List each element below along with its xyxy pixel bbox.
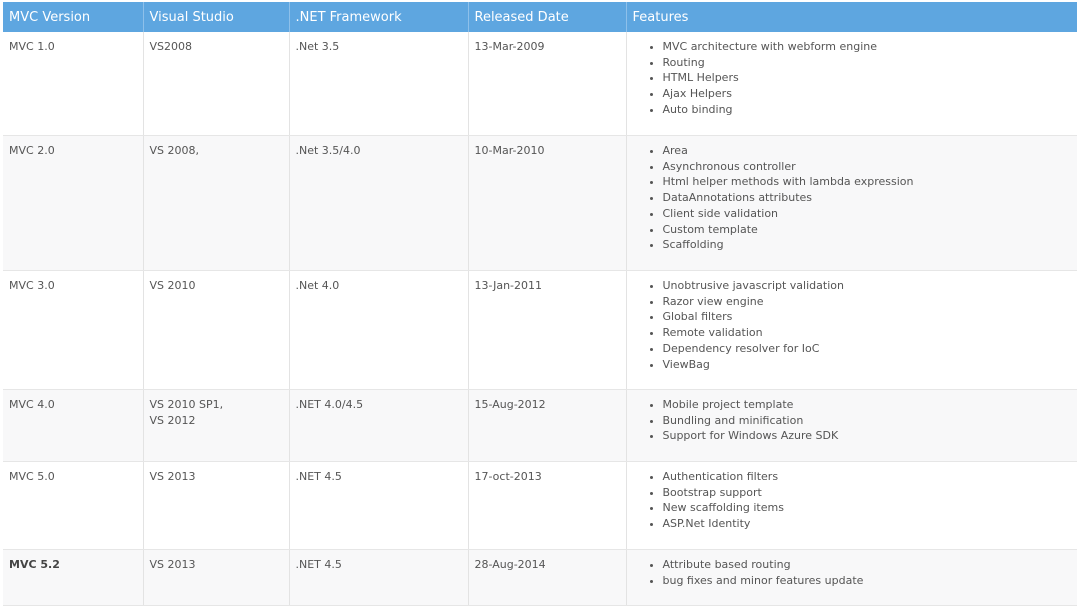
feature-item: • Bootstrap support [663, 485, 1072, 501]
mvc-versions-table-container [3, 2, 1077, 606]
cell-mvc-version: MVC 1.0 [3, 32, 143, 136]
feature-item: • Bundling and minification [663, 413, 1072, 429]
header-row [3, 2, 1077, 32]
feature-item: • Dependency resolver for IoC [663, 341, 1072, 357]
cell-net-framework: .NET 4.0/4.5 [289, 390, 468, 462]
cell-released-date: 13-Mar-2009 [468, 32, 626, 136]
cell-released-date: 10-Mar-2010 [468, 136, 626, 271]
cell-mvc-version: MVC 5.0 [3, 462, 143, 550]
feature-item: • Razor view engine [663, 294, 1072, 310]
feature-item: • HTML Helpers [663, 70, 1072, 86]
features-list [633, 469, 1072, 532]
mvc-versions-table [3, 2, 1077, 606]
feature-item: • Html helper methods with lambda expression [663, 174, 1072, 190]
feature-item: • DataAnnotations attributes [663, 190, 1072, 206]
feature-item: • MVC architecture with webform engine [663, 39, 1072, 55]
cell-net-framework: .NET 4.5 [289, 462, 468, 550]
cell-net-framework: .Net 4.0 [289, 271, 468, 390]
cell-mvc-version: MVC 5.2 [3, 550, 143, 606]
feature-item: • Authentication filters [663, 469, 1072, 485]
header-net-framework: .NET Framework [289, 2, 468, 32]
cell-net-framework: .Net 3.5/4.0 [289, 136, 468, 271]
features-list [633, 143, 1072, 253]
cell-released-date: 28-Aug-2014 [468, 550, 626, 606]
cell-net-framework: .Net 3.5 [289, 32, 468, 136]
header-features: Features [626, 2, 1077, 32]
visual-studio-value: VS 2008, [149, 144, 199, 157]
cell-mvc-version: MVC 2.0 [3, 136, 143, 271]
cell-visual-studio [143, 32, 289, 136]
features-list [633, 557, 1072, 588]
visual-studio-value: VS 2012 [149, 413, 196, 427]
table-row [3, 390, 1077, 462]
feature-item: • Global filters [663, 309, 1072, 325]
feature-item: • Client side validation [663, 206, 1072, 222]
cell-features [626, 136, 1077, 271]
feature-item: • Attribute based routing [663, 557, 1072, 573]
visual-studio-value: VS 2010 [149, 279, 196, 292]
cell-mvc-version: MVC 4.0 [3, 390, 143, 462]
table-row [3, 550, 1077, 606]
feature-item: • Custom template [663, 222, 1072, 238]
visual-studio-value: VS 2010 SP1, [149, 398, 224, 411]
feature-item: • ViewBag [663, 357, 1072, 373]
feature-item: • Scaffolding [663, 237, 1072, 253]
feature-item: • Routing [663, 55, 1072, 71]
visual-studio-value: VS 2013 [149, 558, 196, 571]
feature-item: • Ajax Helpers [663, 86, 1072, 102]
header-visual-studio: Visual Studio [143, 2, 289, 32]
cell-released-date: 17-oct-2013 [468, 462, 626, 550]
table-header [3, 2, 1077, 32]
cell-released-date: 15-Aug-2012 [468, 390, 626, 462]
table-row [3, 462, 1077, 550]
cell-released-date: 13-Jan-2011 [468, 271, 626, 390]
visual-studio-value: VS 2013 [149, 470, 196, 483]
cell-mvc-version: MVC 3.0 [3, 271, 143, 390]
table-body [3, 32, 1077, 606]
cell-features [626, 462, 1077, 550]
feature-item: • ASP.Net Identity [663, 516, 1072, 532]
feature-item: • Unobtrusive javascript validation [663, 278, 1072, 294]
cell-features [626, 550, 1077, 606]
cell-features [626, 390, 1077, 462]
feature-item: • Support for Windows Azure SDK [663, 428, 1072, 444]
visual-studio-value: VS2008 [149, 40, 193, 53]
cell-visual-studio [143, 136, 289, 271]
feature-item: • New scaffolding items [663, 500, 1072, 516]
cell-features [626, 32, 1077, 136]
table-row [3, 136, 1077, 271]
features-list [633, 397, 1072, 444]
features-list [633, 39, 1072, 118]
table-row [3, 32, 1077, 136]
feature-item: • bug fixes and minor features update [663, 573, 1072, 589]
feature-item: • Mobile project template [663, 397, 1072, 413]
features-list [633, 278, 1072, 372]
header-mvc-version: MVC Version [3, 2, 143, 32]
feature-item: • Remote validation [663, 325, 1072, 341]
table-row [3, 271, 1077, 390]
header-released-date: Released Date [468, 2, 626, 32]
feature-item: • Asynchronous controller [663, 159, 1072, 175]
feature-item: • Auto binding [663, 102, 1072, 118]
cell-net-framework: .NET 4.5 [289, 550, 468, 606]
cell-visual-studio [143, 550, 289, 606]
cell-visual-studio [143, 390, 289, 462]
feature-item: • Area [663, 143, 1072, 159]
cell-visual-studio [143, 271, 289, 390]
cell-features [626, 271, 1077, 390]
cell-visual-studio [143, 462, 289, 550]
